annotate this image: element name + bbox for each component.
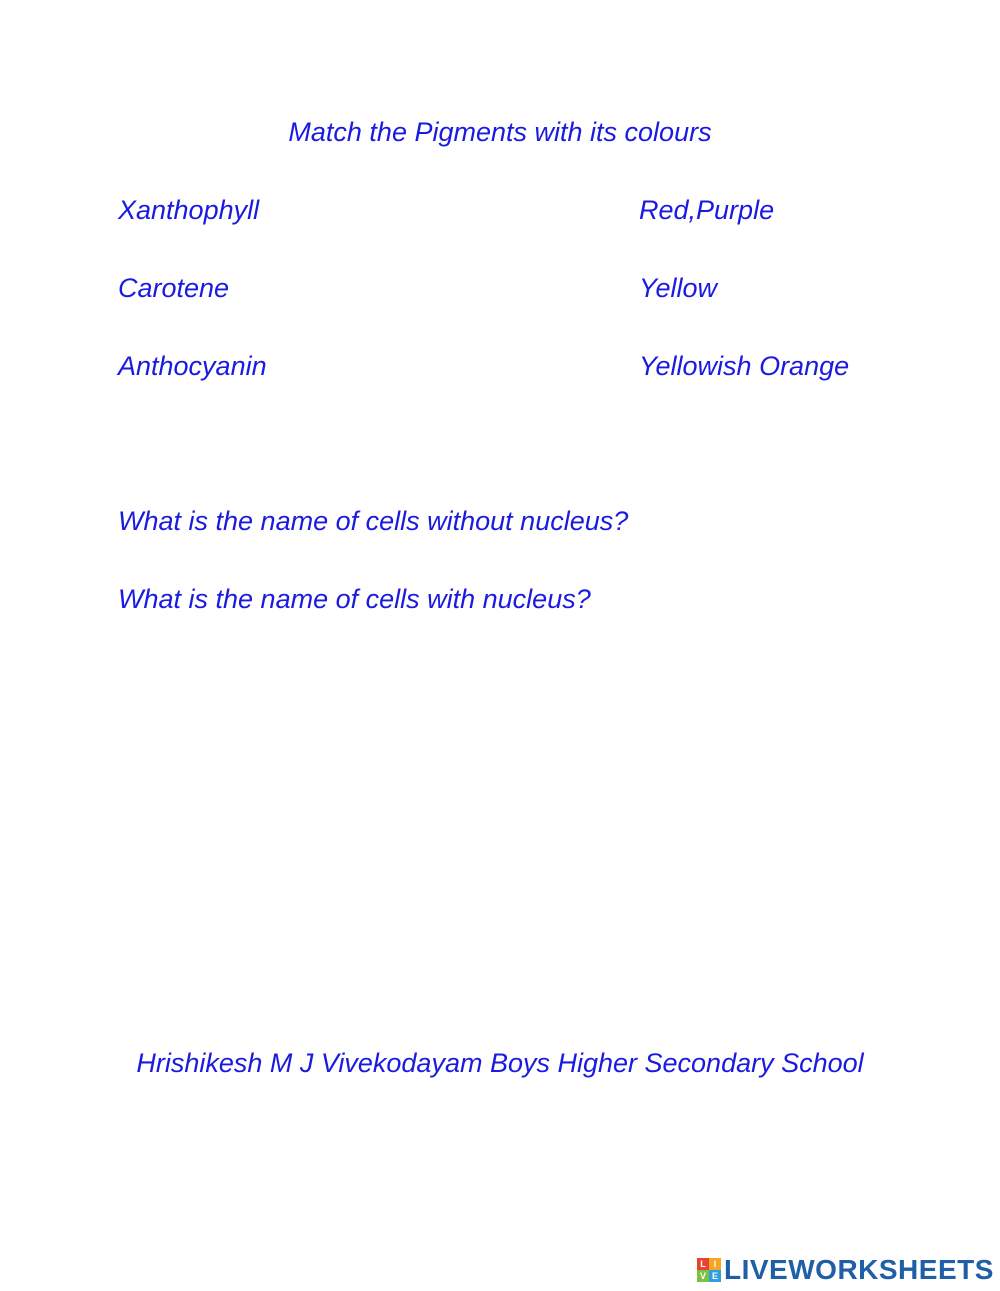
author-footer: Hrishikesh M J Vivekodayam Boys Higher Secondary School [136, 1048, 864, 1078]
pigment-item-carotene: Carotene [118, 273, 230, 303]
logo-letter-l: L [697, 1258, 709, 1270]
question-cells-with-nucleus: What is the name of cells with nucleus? [118, 584, 591, 614]
worksheet-title: Match the Pigments with its colours [288, 117, 712, 147]
liveworksheets-logo [697, 1254, 994, 1285]
pigment-item-xanthophyll: Xanthophyll [118, 195, 260, 225]
colour-item-red-purple: Red,Purple [639, 195, 775, 225]
colour-item-yellow: Yellow [639, 273, 718, 303]
logo-letter-v: V [697, 1270, 709, 1282]
question-cells-without-nucleus: What is the name of cells without nucleus? [118, 506, 629, 536]
liveworksheets-logo-icon [697, 1258, 721, 1282]
colour-item-yellowish-orange: Yellowish Orange [639, 351, 850, 381]
logo-letter-i: I [709, 1258, 721, 1270]
logo-letter-e: E [709, 1270, 721, 1282]
pigment-item-anthocyanin: Anthocyanin [118, 351, 267, 381]
liveworksheets-wordmark: LIVEWORKSHEETS [724, 1254, 994, 1285]
